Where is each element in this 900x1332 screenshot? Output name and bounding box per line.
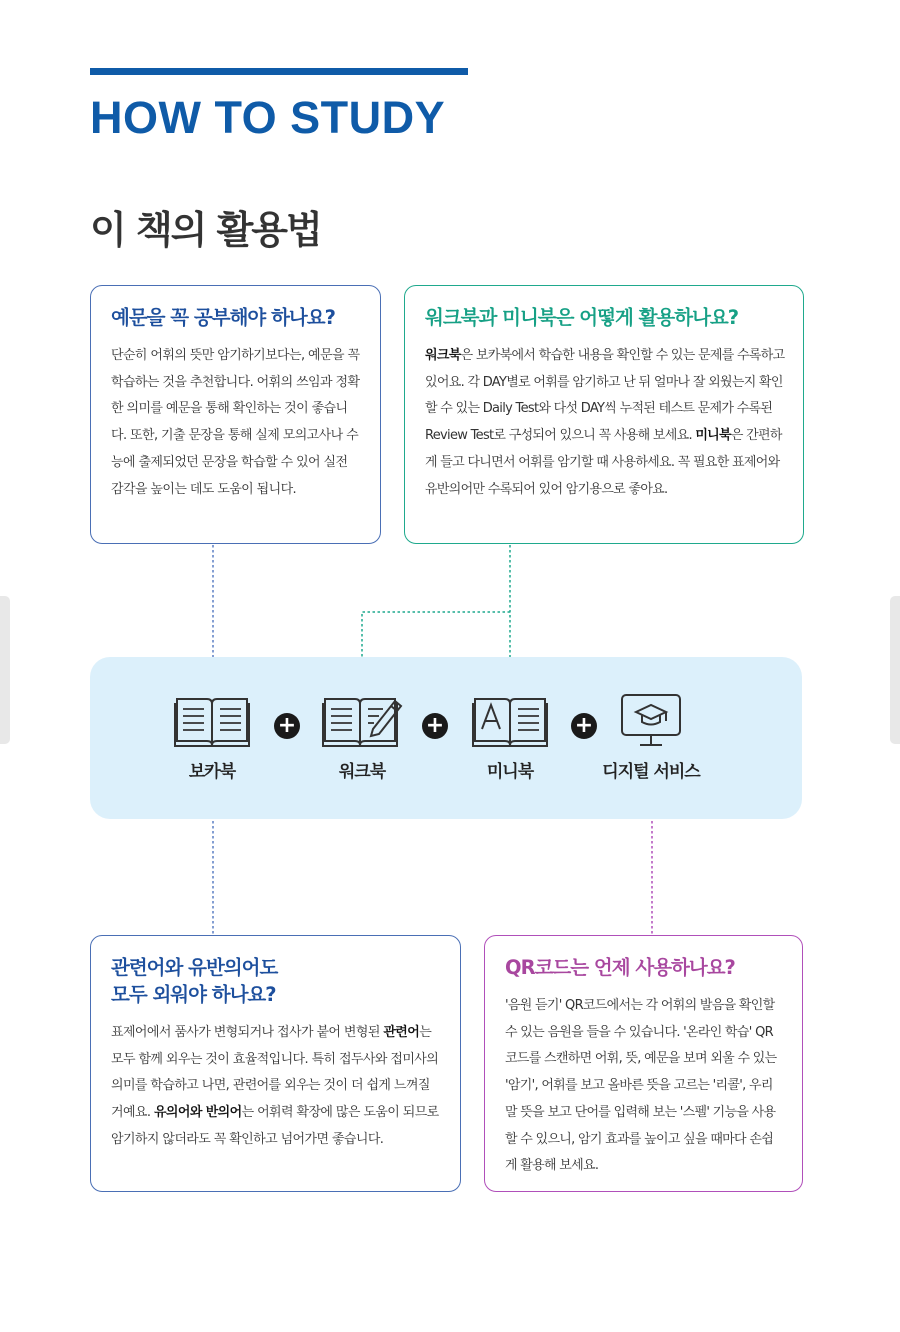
card-qr-code: [484, 935, 803, 1192]
component-minibook: [445, 691, 575, 782]
card-workbook-minibook-title: 워크북과 미니북은 어떻게 활용하나요?: [425, 306, 739, 329]
book-letter-a-icon: [471, 691, 549, 751]
term-related-words: 관련어: [383, 1025, 420, 1040]
plus-icon: +: [274, 713, 300, 739]
component-digital-service-label: 디지털 서비스: [602, 762, 700, 782]
component-vocabook: [147, 691, 277, 782]
right-page-tab: [890, 596, 900, 744]
components-panel: [90, 657, 802, 819]
card-why-examples-body: 단순히 어휘의 뜻만 암기하기보다는, 예문을 꼭 학습하는 것을 추천합니다. 어휘의 쓰임과 정확한 의미를 예문을 통해 확인하는 것이 좋습니다. 또한, 기출 문장을 통해 실제 모의고사나 수능에 출제되었던 문장을 학습할 수 있어 실전 감각을 높이는 데도 도움이 됩니다.: [111, 348, 360, 497]
term-workbook: 워크북: [425, 348, 461, 363]
component-minibook-label: 미니북: [486, 762, 534, 782]
monitor-graduation-cap-icon: [618, 691, 684, 751]
card-workbook-minibook-body: 워크북은 보카북에서 학습한 내용을 확인할 수 있는 문제를 수록하고 있어요. 각 DAY별로 어휘를 암기하고 난 뒤 얼마나 잘 외웠는지 확인할 수 있는 Daily Test와 다섯 DAY씩 누적된 테스트 문제가 수록된 Review Test로 구성되어 있으니 꼭 사용해 보세요. 미니북은 간편하게 들고 다니면서 어휘를 암기할 때 사용하세요. 꼭 필요한 표제어와 유반의어만 수록되어 있어 암기용으로 좋아요.: [425, 348, 785, 497]
book-pencil-icon: [321, 691, 403, 751]
card-workbook-minibook: [404, 285, 804, 544]
open-book-icon: [173, 691, 251, 751]
card-why-examples-title: 예문을 꼭 공부해야 하나요?: [111, 306, 335, 329]
card-why-examples: [90, 285, 381, 544]
term-synonyms-antonyms: 유의어와 반의어: [153, 1105, 242, 1121]
card-related-words: [90, 935, 461, 1192]
page-title: HOW TO STUDY: [90, 92, 446, 143]
card-qr-code-body: '음원 듣기' QR코드에서는 각 어휘의 발음을 확인할 수 있는 음원을 들을 수 있습니다. '온라인 학습' QR코드를 스캔하면 어휘, 뜻, 예문을 보며 외울 수 있는 '암기', 어휘를 보고 올바른 뜻을 고르는 '리콜', 우리말 뜻을 보고 단어를 입력해 보는 '스펠' 기능을 사용할 수 있으니, 암기 효과를 높이고 싶을 때마다 손쉽게 활용해 보세요.: [505, 998, 777, 1174]
plus-icon: +: [571, 713, 597, 739]
header-rule: [90, 68, 468, 75]
plus-icon: +: [422, 713, 448, 739]
card-qr-code-title: QR코드는 언제 사용하나요?: [505, 956, 735, 979]
page-subtitle: 이 책의 활용법: [90, 208, 321, 252]
component-digital-service: [586, 691, 716, 782]
card-related-words-body: 표제어에서 품사가 변형되거나 접사가 붙어 변형된 관련어는 모두 함께 외우는 것이 효율적입니다. 특히 접두사와 접미사의 의미를 학습하고 나면, 관련어를 외우는 것이 더 쉽게 느껴질 거예요. 유의어와 반의어는 어휘력 확장에 많은 도움이 되므로 암기하지 않더라도 꼭 확인하고 넘어가면 좋습니다.: [111, 1025, 439, 1147]
component-vocabook-label: 보카북: [188, 762, 236, 782]
term-minibook: 미니북: [695, 428, 731, 444]
component-workbook: [297, 691, 427, 782]
card-related-words-title: 관련어와 유반의어도 모두 외워야 하나요?: [111, 956, 278, 1006]
left-page-tab: [0, 596, 10, 744]
component-workbook-label: 워크북: [338, 762, 386, 782]
